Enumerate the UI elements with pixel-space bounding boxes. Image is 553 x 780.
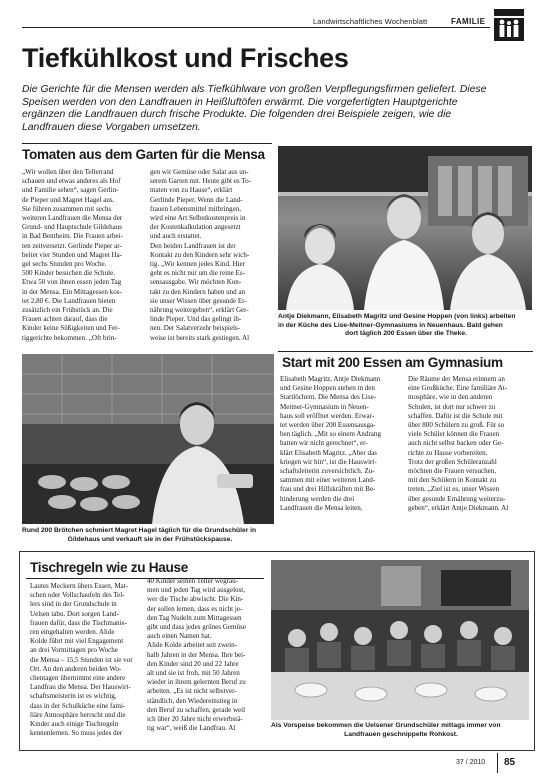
article1-column-2: gen wir Gemüse oder Salat aus un- serem Garten mit. Heute gibt es To- maten von zu Hause“, erklärt Gerlinde Pieper. Wenn die Land- frauen Lebensmittel mitbringen, wird eine Art Selbstkostenpreis in der Kostenkalkulation angesetzt und auch erstattet. Den beiden Landfrauen ist der Kontakt zu den Kindern sehr wich- tig. „Wir kennen jedes Kind. Hier geht es nicht nur um die reine Es- sensausgabe. Wir möchten Kon- takt zu den Kindern haben und an sie unser Wissen über gesunde Er- nährung weitergeben“, erklärt Ger- linde Pieper. Und das gelingt ih- nen. Der Salatverzehr beispiels- weise ist bereits stark gestiegen. Al bbox=[150, 168, 251, 342]
article2-column-2: Die Räume der Mensa erinnern an eine Großküche. Eine familiäre At- mosphäre, wie in den anderen Schulen, ist dort nur schwer zu schaffen. Dafür ist die Schule mit über 800 Schülern zu groß. Für so viele Schüler können die Frauen auch nicht selbst backen oder Ge- richte zu Hause vorbereiten. Trotz der großen Schüleranzahl möchten die Frauen versuchen, mit den Schülern in Kontakt zu treten. „Ziel ist es, unser Wissen über gesunde Ernährung weiterzu- geben“, erklärt Antje Diekmann. Al bbox=[408, 375, 509, 512]
article3-column-2: 40 Kinder seinen Teller wegräu- men und jeden Tag wird ausgelost, wer die Tische abwischt. Die Kin- der sollen lernen, dass es nicht je- den Tag Nudeln zum Mittagessen gibt und dass jedes grünes Gemüse auch einen Namen hat. Alide Kolde arbeitet seit zwein- halb Jahren in der Mensa. Ihre bei- den Kinder sind 20 und 22 Jahre alt und sie ist froh, mit 50 Jahren wieder in ihrem gelernten Beruf zu arbeiten. „Es ist nicht selbstver- ständlich, den Wiedereinstieg in den Beruf zu schaffen, gerade weil ich über 20 Jahre nicht erwerbstä- tig war“, weiß die Landfrau. Al bbox=[147, 577, 246, 733]
photo-kitchen-staff-caption: Antje Diekmann, Elisabeth Magritz und Gesine Hoppen (von links) arbeiten in der Küche des Lise-Meitner-Gymnasiums in Neuenhaus. Bald gehen dort täglich 200 Essen über die Theke. bbox=[278, 313, 516, 338]
issue-number: 37 / 2010 bbox=[456, 759, 486, 766]
footer-divider bbox=[497, 753, 498, 773]
article1-column-1: „Wir wollen über den Tellerrand schauen und etwas anderes als Hof und Familie sehen“, sagen Gerlin- de Pieper und Magret Hagel aus. Sie führen zusammen mit sechs weiteren Landfrauen die Mensa der Grund- und Hauptschule Gildehaus in Bad Bentheim. Die Frauen arbei- ten zeitversetzt. Gerlinde Pieper ar- beitet vier Stunden und Magret Ha- gel sechs Stunden pro Woche. 500 Kinder besuchen die Schule. Etwa 50 von ihnen essen jeden Tag in der Mensa. Ein Mittagessen kos- tet 2,80 €. Die Landfrauen bieten zusätzlich ein Frühstück an. Die Frauen achten darauf, dass die Kinder keine Süßigkeiten und Fer- tiggerichte bekommen. „Oft brin- bbox=[22, 168, 123, 342]
lead-text: Die Gerichte für die Mensen werden als Tiefkühlware von großen Verpflegungsfirmen geliefert. Diese Speisen werden von den Landfrauen in Heißluftöfen erwärmt. Die vorgefertigten Hauptgerichte ergänzen die Landfrauen durch frische Produkte. Die folgenden drei Beispiele zeigen, wie die Landfrauen diese Vorgaben umsetzen. bbox=[22, 84, 487, 133]
article3-heading: Tischregeln wie zu Hause bbox=[30, 560, 188, 575]
article1-rule bbox=[22, 143, 272, 144]
article1-heading: Tomaten aus dem Garten für die Mensa bbox=[22, 147, 265, 162]
header-rule bbox=[22, 27, 490, 28]
article3-column-1: Lautes Meckern übers Essen, Mat- schen oder Vollschaufeln des Tel- lers sind in der Grundschule in Uelsen tabu. Dort sorgen Land- frauen dafür, dass die Tischmanie- ren eingehalten werden. Alide Kolde führt mit viel Engagement an drei Vormittagen pro Woche die Mensa – 15,5 Stunden ist sie vor Ort. An den anderen beiden Wo- chentagen übernimmt eine andere Landfrau die Mensa. Der Hauswirt- schaftsmeisterin ist es wichtig, dass in der Schulküche eine fami- liäre Atmosphäre herrscht und die Kinder auch einige Tischregeln kennenlernen. So muss jedes der bbox=[30, 582, 133, 738]
section-name: FAMILIE bbox=[451, 17, 486, 26]
page-number: 85 bbox=[504, 757, 516, 768]
photo-rolls-caption: Rund 200 Brötchen schmiert Magret Hagel täglich für die Grundschüler in Gildehaus und verkauft sie in der Frühstückspause. bbox=[22, 527, 257, 543]
article2-heading: Start mit 200 Essen am Gymnasium bbox=[282, 355, 503, 370]
photo-kitchen-staff bbox=[278, 146, 532, 310]
family-logo-icon bbox=[494, 9, 524, 41]
photo-children-lunch bbox=[271, 560, 529, 720]
article2-column-1: Elisabeth Magritz, Antje Diekmann und Gesine Hoppen stehen in den Startlöchern. Die Mensa des Lise- Meitner-Gymnasium in Neuen- haus soll eröffnet werden. Erwar- tet werden über 200 Essensausga- ben täglich. „Mit so einem Andrang hatten wir nicht gerechnet“, er- klärt Elisabeth Magritz. „Aber das kriegen wir hin“, ist die Hauswirt- schaftsleiterin zuversichtlich. Zu- sammen mit einer weiteren Land- frau und drei Hilfskräften mit Be- hinderung werden die drei Landfrauen die Mensa leiten. bbox=[280, 375, 381, 512]
publication-name: Landwirtschaftliches Wochenblatt bbox=[313, 17, 428, 26]
article2-rule bbox=[278, 351, 533, 352]
photo-children-lunch-caption: Als Vorspeise bekommen die Uelsener Grundschüler mittags immer von Landfrauen geschnippelte Rohkost. bbox=[271, 722, 501, 738]
page-title: Tiefkühlkost und Frisches bbox=[22, 43, 349, 73]
photo-rolls bbox=[22, 354, 274, 524]
